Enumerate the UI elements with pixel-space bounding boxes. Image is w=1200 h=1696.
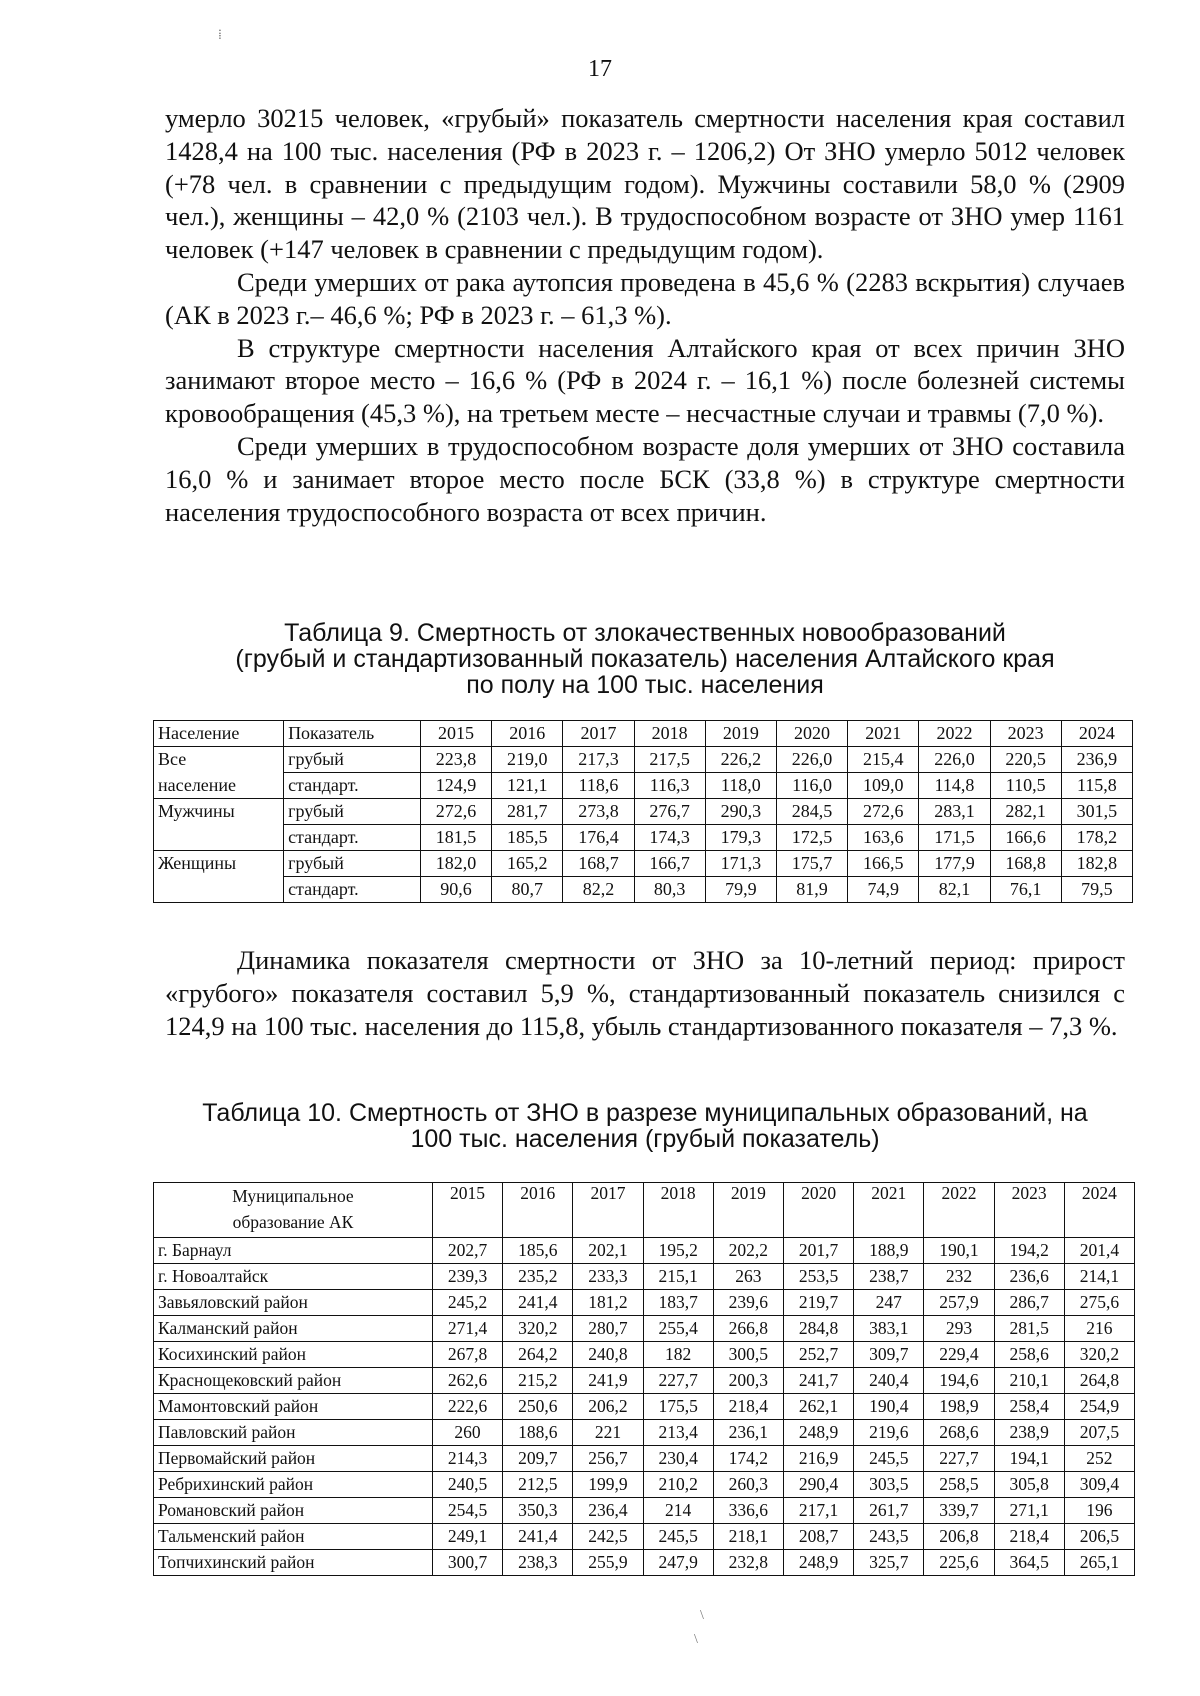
value-cell: 174,2 — [713, 1446, 783, 1472]
value-cell: 182,8 — [1061, 851, 1132, 877]
value-cell: 273,8 — [563, 799, 634, 825]
value-cell: 255,4 — [643, 1316, 713, 1342]
value-cell: 166,6 — [990, 825, 1061, 851]
table-row — [154, 1316, 1135, 1342]
value-cell: 218,4 — [713, 1394, 783, 1420]
value-cell: 236,4 — [573, 1498, 643, 1524]
value-cell: 265,1 — [1064, 1550, 1134, 1576]
value-cell: 214 — [643, 1498, 713, 1524]
indicator-cell: стандарт. — [284, 773, 421, 799]
value-cell: 256,7 — [573, 1446, 643, 1472]
value-cell: 257,9 — [924, 1290, 994, 1316]
value-cell: 215,1 — [643, 1264, 713, 1290]
table10-body — [154, 1238, 1135, 1576]
year-header: 2020 — [776, 721, 847, 747]
value-cell: 258,4 — [994, 1394, 1064, 1420]
value-cell: 383,1 — [854, 1316, 924, 1342]
value-cell: 90,6 — [420, 877, 491, 903]
value-cell: 194,2 — [994, 1238, 1064, 1264]
table-row — [154, 1550, 1135, 1576]
value-cell: 82,2 — [563, 877, 634, 903]
value-cell: 300,7 — [432, 1550, 502, 1576]
value-cell: 194,1 — [994, 1446, 1064, 1472]
table-header-row — [154, 1183, 1135, 1238]
value-cell: 166,5 — [848, 851, 919, 877]
table-row — [154, 1290, 1135, 1316]
value-cell: 79,9 — [705, 877, 776, 903]
table-row — [154, 851, 1133, 877]
value-cell: 226,2 — [705, 747, 776, 773]
dynamics-text — [165, 944, 1125, 1042]
value-cell: 258,5 — [924, 1472, 994, 1498]
value-cell: 249,1 — [432, 1524, 502, 1550]
value-cell: 272,6 — [848, 799, 919, 825]
value-cell: 215,2 — [503, 1368, 573, 1394]
value-cell: 364,5 — [994, 1550, 1064, 1576]
year-header: 2021 — [854, 1183, 924, 1238]
value-cell: 174,3 — [634, 825, 705, 851]
value-cell: 202,1 — [573, 1238, 643, 1264]
column-header: Население — [154, 721, 284, 747]
year-header: 2021 — [848, 721, 919, 747]
table-row — [154, 1420, 1135, 1446]
year-header: 2019 — [713, 1183, 783, 1238]
value-cell: 236,9 — [1061, 747, 1132, 773]
value-cell: 253,5 — [783, 1264, 853, 1290]
value-cell: 219,7 — [783, 1290, 853, 1316]
table-row — [154, 825, 1133, 851]
paragraph: В структуре смертности населения Алтайского края от всех причин ЗНО занимают второе место – 16,6 % (РФ в 2024 г. – 16,1 %) после болезней системы кровообращения (45,3 %), на третьем месте – несчастные случаи и травмы (7,0 %). — [165, 332, 1125, 429]
value-cell: 208,7 — [783, 1524, 853, 1550]
municipality-cell: Ребрихинский район — [154, 1472, 433, 1498]
value-cell: 175,7 — [776, 851, 847, 877]
municipality-cell: Мамонтовский район — [154, 1394, 433, 1420]
value-cell: 301,5 — [1061, 799, 1132, 825]
value-cell: 239,3 — [432, 1264, 502, 1290]
value-cell: 202,7 — [432, 1238, 502, 1264]
value-cell: 195,2 — [643, 1238, 713, 1264]
value-cell: 177,9 — [919, 851, 990, 877]
value-cell: 182,0 — [420, 851, 491, 877]
value-cell: 232,8 — [713, 1550, 783, 1576]
header-line: образование АК — [232, 1212, 354, 1232]
table-row — [154, 799, 1133, 825]
municipality-cell: Краснощековский район — [154, 1368, 433, 1394]
value-cell: 240,8 — [573, 1342, 643, 1368]
year-header: 2016 — [492, 721, 563, 747]
value-cell: 166,7 — [634, 851, 705, 877]
year-header: 2018 — [643, 1183, 713, 1238]
indicator-cell: стандарт. — [284, 825, 421, 851]
value-cell: 264,2 — [503, 1342, 573, 1368]
value-cell: 182 — [643, 1342, 713, 1368]
value-cell: 241,4 — [503, 1524, 573, 1550]
value-cell: 255,9 — [573, 1550, 643, 1576]
table9-body — [154, 747, 1133, 903]
year-header: 2017 — [573, 1183, 643, 1238]
population-cell — [154, 877, 284, 903]
table-row — [154, 773, 1133, 799]
table10 — [153, 1182, 1135, 1576]
value-cell: 275,6 — [1064, 1290, 1134, 1316]
value-cell: 218,1 — [713, 1524, 783, 1550]
paragraph: Среди умерших от рака аутопсия проведена в 45,6 % (2283 вскрытия) случаев (АК в 2023 г.– 46,6 %; РФ в 2023 г. – 61,3 %). — [165, 266, 1125, 330]
value-cell: 216 — [1064, 1316, 1134, 1342]
indicator-cell: грубый — [284, 799, 421, 825]
year-header: 2022 — [924, 1183, 994, 1238]
table-row — [154, 1446, 1135, 1472]
scan-mark: ⁞ — [218, 28, 222, 43]
year-header: 2016 — [503, 1183, 573, 1238]
value-cell: 201,4 — [1064, 1238, 1134, 1264]
value-cell: 222,6 — [432, 1394, 502, 1420]
value-cell: 181,2 — [573, 1290, 643, 1316]
value-cell: 168,7 — [563, 851, 634, 877]
municipality-cell: Завьяловский район — [154, 1290, 433, 1316]
value-cell: 198,9 — [924, 1394, 994, 1420]
value-cell: 261,7 — [854, 1498, 924, 1524]
value-cell: 290,3 — [705, 799, 776, 825]
municipality-cell: Калманский район — [154, 1316, 433, 1342]
value-cell: 300,5 — [713, 1342, 783, 1368]
header-line: Муниципальное — [232, 1186, 354, 1206]
value-cell: 242,5 — [573, 1524, 643, 1550]
value-cell: 325,7 — [854, 1550, 924, 1576]
value-cell: 290,4 — [783, 1472, 853, 1498]
value-cell: 199,9 — [573, 1472, 643, 1498]
value-cell: 217,3 — [563, 747, 634, 773]
year-header: 2022 — [919, 721, 990, 747]
caption-line: 100 тыс. населения (грубый показатель) — [410, 1125, 880, 1153]
value-cell: 206,2 — [573, 1394, 643, 1420]
value-cell: 230,4 — [643, 1446, 713, 1472]
table-header-row — [154, 721, 1133, 747]
value-cell: 118,0 — [705, 773, 776, 799]
column-header — [154, 1183, 433, 1238]
value-cell: 206,8 — [924, 1524, 994, 1550]
value-cell: 262,1 — [783, 1394, 853, 1420]
value-cell: 281,7 — [492, 799, 563, 825]
value-cell: 248,9 — [783, 1420, 853, 1446]
body-text — [165, 102, 1125, 528]
caption-line: по полу на 100 тыс. населения — [466, 671, 824, 699]
value-cell: 194,6 — [924, 1368, 994, 1394]
value-cell: 236,6 — [994, 1264, 1064, 1290]
value-cell: 212,5 — [503, 1472, 573, 1498]
value-cell: 284,8 — [783, 1316, 853, 1342]
value-cell: 271,4 — [432, 1316, 502, 1342]
value-cell: 171,5 — [919, 825, 990, 851]
value-cell: 188,6 — [503, 1420, 573, 1446]
value-cell: 245,5 — [854, 1446, 924, 1472]
value-cell: 283,1 — [919, 799, 990, 825]
value-cell: 79,5 — [1061, 877, 1132, 903]
value-cell: 239,6 — [713, 1290, 783, 1316]
value-cell: 267,8 — [432, 1342, 502, 1368]
population-cell: Женщины — [154, 851, 284, 877]
table-row — [154, 1368, 1135, 1394]
value-cell: 171,3 — [705, 851, 776, 877]
year-header: 2020 — [783, 1183, 853, 1238]
value-cell: 165,2 — [492, 851, 563, 877]
value-cell: 219,6 — [854, 1420, 924, 1446]
value-cell: 227,7 — [643, 1368, 713, 1394]
value-cell: 284,5 — [776, 799, 847, 825]
value-cell: 175,5 — [643, 1394, 713, 1420]
value-cell: 207,5 — [1064, 1420, 1134, 1446]
value-cell: 305,8 — [994, 1472, 1064, 1498]
value-cell: 206,5 — [1064, 1524, 1134, 1550]
value-cell: 225,6 — [924, 1550, 994, 1576]
value-cell: 178,2 — [1061, 825, 1132, 851]
value-cell: 226,0 — [919, 747, 990, 773]
value-cell: 248,9 — [783, 1550, 853, 1576]
value-cell: 266,8 — [713, 1316, 783, 1342]
municipality-cell: Тальменский район — [154, 1524, 433, 1550]
year-header: 2018 — [634, 721, 705, 747]
value-cell: 190,1 — [924, 1238, 994, 1264]
value-cell: 245,2 — [432, 1290, 502, 1316]
population-cell — [154, 825, 284, 851]
municipality-cell: Косихинский район — [154, 1342, 433, 1368]
value-cell: 213,4 — [643, 1420, 713, 1446]
value-cell: 168,8 — [990, 851, 1061, 877]
value-cell: 263 — [713, 1264, 783, 1290]
value-cell: 116,0 — [776, 773, 847, 799]
value-cell: 115,8 — [1061, 773, 1132, 799]
value-cell: 185,6 — [503, 1238, 573, 1264]
value-cell: 80,7 — [492, 877, 563, 903]
municipality-cell: Павловский район — [154, 1420, 433, 1446]
value-cell: 214,1 — [1064, 1264, 1134, 1290]
caption-line: Таблица 10. Смертность от ЗНО в разрезе муниципальных образований, на — [202, 1099, 1088, 1127]
value-cell: 252,7 — [783, 1342, 853, 1368]
value-cell: 293 — [924, 1316, 994, 1342]
value-cell: 254,5 — [432, 1498, 502, 1524]
value-cell: 215,4 — [848, 747, 919, 773]
year-header: 2024 — [1064, 1183, 1134, 1238]
population-cell: Все — [154, 747, 284, 773]
indicator-cell: грубый — [284, 747, 421, 773]
indicator-cell: грубый — [284, 851, 421, 877]
scan-mark: \ — [700, 1608, 704, 1623]
paragraph: умерло 30215 человек, «грубый» показатель смертности населения края составил 1428,4 на 100 тыс. населения (РФ в 2023 г. – 1206,2) От ЗНО умерло 5012 человек (+78 чел. в сравнении с предыдущим годом). Мужчины составили 58,0 % (2909 чел.), женщины – 42,0 % (2103 чел.). В трудоспособном возрасте от ЗНО умер 1161 человек (+147 человек в сравнении с предыдущим годом). — [165, 103, 1125, 265]
municipality-cell: Романовский район — [154, 1498, 433, 1524]
value-cell: 320,2 — [503, 1316, 573, 1342]
year-header: 2023 — [994, 1183, 1064, 1238]
paragraph: Динамика показателя смертности от ЗНО за 10-летний период: прирост «грубого» показателя составил 5,9 %, стандартизованный показатель снизился с 124,9 на 100 тыс. населения до 115,8, убыль стандартизованного показателя – 7,3 %. — [165, 945, 1125, 1041]
municipality-cell: Топчихинский район — [154, 1550, 433, 1576]
value-cell: 116,3 — [634, 773, 705, 799]
value-cell: 196 — [1064, 1498, 1134, 1524]
value-cell: 303,5 — [854, 1472, 924, 1498]
value-cell: 214,3 — [432, 1446, 502, 1472]
value-cell: 183,7 — [643, 1290, 713, 1316]
value-cell: 264,8 — [1064, 1368, 1134, 1394]
table-row — [154, 1524, 1135, 1550]
value-cell: 286,7 — [994, 1290, 1064, 1316]
value-cell: 233,3 — [573, 1264, 643, 1290]
value-cell: 236,1 — [713, 1420, 783, 1446]
column-header: Показатель — [284, 721, 421, 747]
value-cell: 320,2 — [1064, 1342, 1134, 1368]
value-cell: 202,2 — [713, 1238, 783, 1264]
value-cell: 241,7 — [783, 1368, 853, 1394]
value-cell: 218,4 — [994, 1524, 1064, 1550]
table-row — [154, 877, 1133, 903]
table-row — [154, 1238, 1135, 1264]
paragraph: Среди умерших в трудоспособном возрасте доля умерших от ЗНО составила 16,0 % и занимает второе место после БСК (33,8 %) в структуре смертности населения трудоспособного возраста от всех причин. — [165, 430, 1125, 527]
value-cell: 229,4 — [924, 1342, 994, 1368]
year-header: 2015 — [420, 721, 491, 747]
value-cell: 268,6 — [924, 1420, 994, 1446]
value-cell: 74,9 — [848, 877, 919, 903]
value-cell: 121,1 — [492, 773, 563, 799]
value-cell: 81,9 — [776, 877, 847, 903]
value-cell: 76,1 — [990, 877, 1061, 903]
value-cell: 245,5 — [643, 1524, 713, 1550]
table-row — [154, 1264, 1135, 1290]
value-cell: 271,1 — [994, 1498, 1064, 1524]
value-cell: 252 — [1064, 1446, 1134, 1472]
page-number: 17 — [588, 56, 612, 82]
value-cell: 336,6 — [713, 1498, 783, 1524]
value-cell: 282,1 — [990, 799, 1061, 825]
value-cell: 219,0 — [492, 747, 563, 773]
value-cell: 235,2 — [503, 1264, 573, 1290]
value-cell: 190,4 — [854, 1394, 924, 1420]
year-header: 2015 — [432, 1183, 502, 1238]
value-cell: 240,5 — [432, 1472, 502, 1498]
value-cell: 163,6 — [848, 825, 919, 851]
value-cell: 258,6 — [994, 1342, 1064, 1368]
value-cell: 185,5 — [492, 825, 563, 851]
table9 — [153, 720, 1133, 903]
municipality-cell: г. Барнаул — [154, 1238, 433, 1264]
value-cell: 350,3 — [503, 1498, 573, 1524]
table-row — [154, 747, 1133, 773]
value-cell: 281,5 — [994, 1316, 1064, 1342]
value-cell: 179,3 — [705, 825, 776, 851]
value-cell: 250,6 — [503, 1394, 573, 1420]
value-cell: 232 — [924, 1264, 994, 1290]
value-cell: 124,9 — [420, 773, 491, 799]
value-cell: 80,3 — [634, 877, 705, 903]
value-cell: 238,3 — [503, 1550, 573, 1576]
value-cell: 109,0 — [848, 773, 919, 799]
indicator-cell: стандарт. — [284, 877, 421, 903]
value-cell: 254,9 — [1064, 1394, 1134, 1420]
value-cell: 238,9 — [994, 1420, 1064, 1446]
value-cell: 110,5 — [990, 773, 1061, 799]
caption-line: Таблица 9. Смертность от злокачественных новообразований — [284, 619, 1006, 647]
table9-caption — [165, 620, 1125, 698]
caption-line: (грубый и стандартизованный показатель) населения Алтайского края — [235, 645, 1055, 673]
municipality-cell: Первомайский район — [154, 1446, 433, 1472]
value-cell: 339,7 — [924, 1498, 994, 1524]
scan-mark: \ — [694, 1632, 698, 1647]
value-cell: 260,3 — [713, 1472, 783, 1498]
table-row — [154, 1394, 1135, 1420]
value-cell: 217,1 — [783, 1498, 853, 1524]
value-cell: 209,7 — [503, 1446, 573, 1472]
value-cell: 217,5 — [634, 747, 705, 773]
year-header: 2017 — [563, 721, 634, 747]
value-cell: 210,2 — [643, 1472, 713, 1498]
value-cell: 309,7 — [854, 1342, 924, 1368]
value-cell: 114,8 — [919, 773, 990, 799]
value-cell: 309,4 — [1064, 1472, 1134, 1498]
value-cell: 82,1 — [919, 877, 990, 903]
value-cell: 238,7 — [854, 1264, 924, 1290]
value-cell: 172,5 — [776, 825, 847, 851]
table-row — [154, 1472, 1135, 1498]
value-cell: 223,8 — [420, 747, 491, 773]
value-cell: 216,9 — [783, 1446, 853, 1472]
value-cell: 226,0 — [776, 747, 847, 773]
value-cell: 262,6 — [432, 1368, 502, 1394]
population-cell: население — [154, 773, 284, 799]
table10-caption — [165, 1100, 1125, 1152]
value-cell: 220,5 — [990, 747, 1061, 773]
value-cell: 200,3 — [713, 1368, 783, 1394]
value-cell: 280,7 — [573, 1316, 643, 1342]
value-cell: 260 — [432, 1420, 502, 1446]
population-cell: Мужчины — [154, 799, 284, 825]
value-cell: 243,5 — [854, 1524, 924, 1550]
value-cell: 240,4 — [854, 1368, 924, 1394]
year-header: 2024 — [1061, 721, 1132, 747]
year-header: 2019 — [705, 721, 776, 747]
value-cell: 276,7 — [634, 799, 705, 825]
value-cell: 210,1 — [994, 1368, 1064, 1394]
year-header: 2023 — [990, 721, 1061, 747]
value-cell: 201,7 — [783, 1238, 853, 1264]
value-cell: 247 — [854, 1290, 924, 1316]
value-cell: 272,6 — [420, 799, 491, 825]
value-cell: 241,9 — [573, 1368, 643, 1394]
value-cell: 176,4 — [563, 825, 634, 851]
table-row — [154, 1342, 1135, 1368]
municipality-cell: г. Новоалтайск — [154, 1264, 433, 1290]
value-cell: 241,4 — [503, 1290, 573, 1316]
table-row — [154, 1498, 1135, 1524]
value-cell: 247,9 — [643, 1550, 713, 1576]
value-cell: 227,7 — [924, 1446, 994, 1472]
value-cell: 181,5 — [420, 825, 491, 851]
value-cell: 188,9 — [854, 1238, 924, 1264]
value-cell: 221 — [573, 1420, 643, 1446]
value-cell: 118,6 — [563, 773, 634, 799]
